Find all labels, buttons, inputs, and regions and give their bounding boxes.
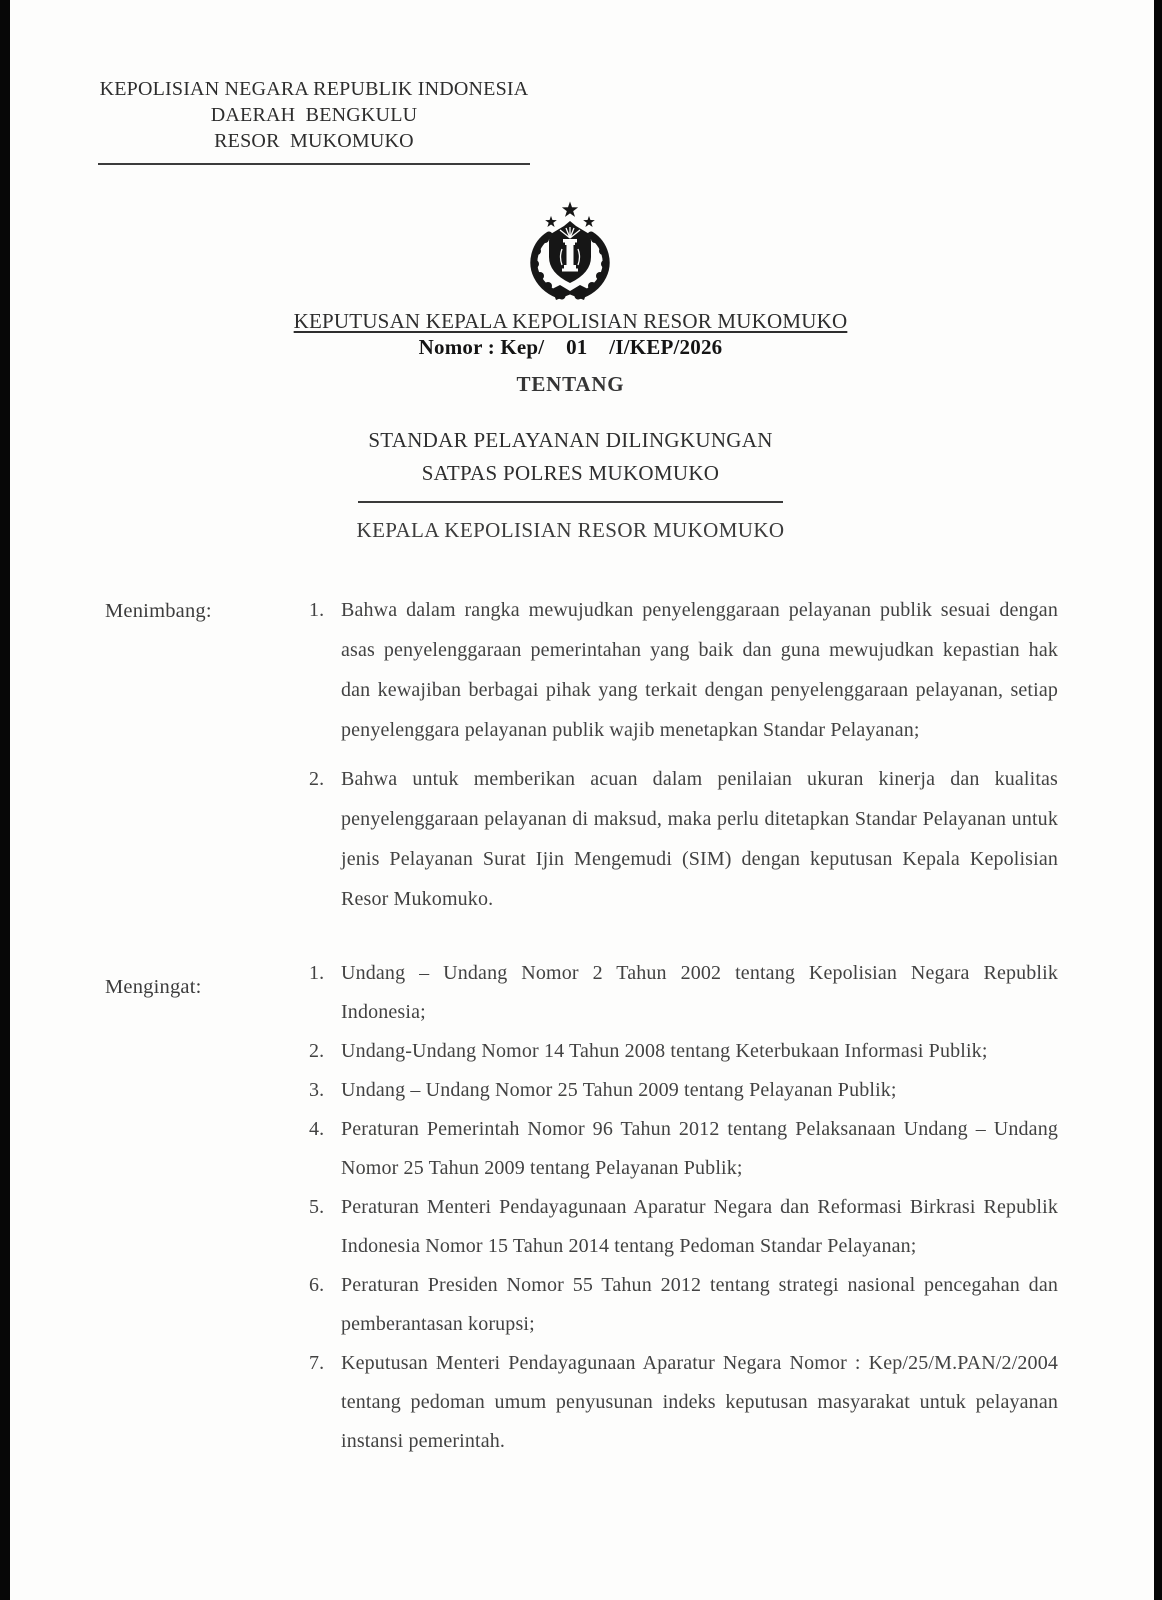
decision-title: KEPUTUSAN KEPALA KEPOLISIAN RESOR MUKOMUKO (293, 309, 848, 333)
mengingat-item-text: Keputusan Menteri Pendayagunaan Aparatur Negara Nomor : Kep/25/M.PAN/2/2004 tentang pedoman umum penyusunan indeks keputusan masyarakat untuk pelayanan instansi pemerintah. (341, 1352, 1058, 1452)
menimbang-item (308, 590, 1058, 750)
letterhead (98, 76, 530, 165)
mengingat-item (308, 1032, 1058, 1071)
mengingat-item (308, 954, 1058, 1032)
subject-line-1: STANDAR PELAYANAN DILINGKUNGAN (368, 428, 773, 452)
menimbang-item-text: Bahwa untuk memberikan acuan dalam penilaian ukuran kinerja dan kualitas penyelenggaraan pelayanan di maksud, maka perlu ditetapkan Standar Pelayanan untuk jenis Pelayanan Surat Ijin Mengemudi (SIM) dengan keputusan Kepala Kepolisian Resor Mukomuko. (341, 768, 1058, 910)
mengingat-item-text: Undang – Undang Nomor 2 Tahun 2002 tentang Kepolisian Negara Republik Indonesia; (341, 962, 1058, 1023)
menimbang-item-text: Bahwa dalam rangka mewujudkan penyelenggaraan pelayanan publik sesuai dengan asas penyelenggaraan pemerintahan yang baik dan guna mewujudkan kepastian hak dan kewajiban berbagai pihak yang terkait dengan penyelenggaraan pelayanan, setiap penyelenggara pelayanan publik wajib menetapkan Standar Pelayanan; (341, 599, 1058, 741)
left-edge-bar (0, 0, 10, 1600)
subject-line-2: SATPAS POLRES MUKOMUKO (421, 461, 720, 485)
mengingat-section (95, 954, 1058, 1461)
right-edge-bar (1154, 0, 1162, 1600)
tentang-label: TENTANG (516, 372, 625, 396)
letterhead-org-line: KEPOLISIAN NEGARA REPUBLIK INDONESIA (99, 78, 529, 100)
menimbang-section (95, 590, 1058, 919)
mengingat-item-text: Undang-Undang Nomor 14 Tahun 2008 tentang Keterbukaan Informasi Publik; (341, 1040, 988, 1062)
decision-number: Nomor : Kep/ 01 /I/KEP/2026 (418, 335, 723, 359)
issuer-title: KEPALA KEPOLISIAN RESOR MUKOMUKO (356, 518, 785, 542)
mengingat-list (308, 954, 1058, 1461)
mengingat-label: Mengingat: (105, 976, 202, 998)
mengingat-item-text: Peraturan Pemerintah Nomor 96 Tahun 2012 tentang Pelaksanaan Undang – Undang Nomor 25 Tahun 2009 tentang Pelayanan Publik; (341, 1118, 1058, 1179)
letterhead-resort-line: RESOR MUKOMUKO (214, 130, 414, 152)
mengingat-item (308, 1266, 1058, 1344)
menimbang-list (308, 590, 1058, 919)
menimbang-label: Menimbang: (105, 600, 212, 622)
mengingat-item (308, 1071, 1058, 1110)
menimbang-item (308, 759, 1058, 919)
mengingat-item (308, 1344, 1058, 1461)
mengingat-item-text: Peraturan Presiden Nomor 55 Tahun 2012 tentang strategi nasional pencegahan dan pemberantasan korupsi; (341, 1274, 1058, 1335)
letterhead-region-line: DAERAH BENGKULU (210, 104, 418, 126)
mengingat-item (308, 1110, 1058, 1188)
mengingat-item-text: Undang – Undang Nomor 25 Tahun 2009 tentang Pelayanan Publik; (341, 1079, 897, 1101)
mengingat-item-text: Peraturan Menteri Pendayagunaan Aparatur Negara dan Reformasi Birkrasi Republik Indonesia Nomor 15 Tahun 2014 tentang Pedoman Standar Pelayanan; (341, 1196, 1058, 1257)
mengingat-item (308, 1188, 1058, 1266)
polri-emblem-icon (518, 199, 622, 301)
